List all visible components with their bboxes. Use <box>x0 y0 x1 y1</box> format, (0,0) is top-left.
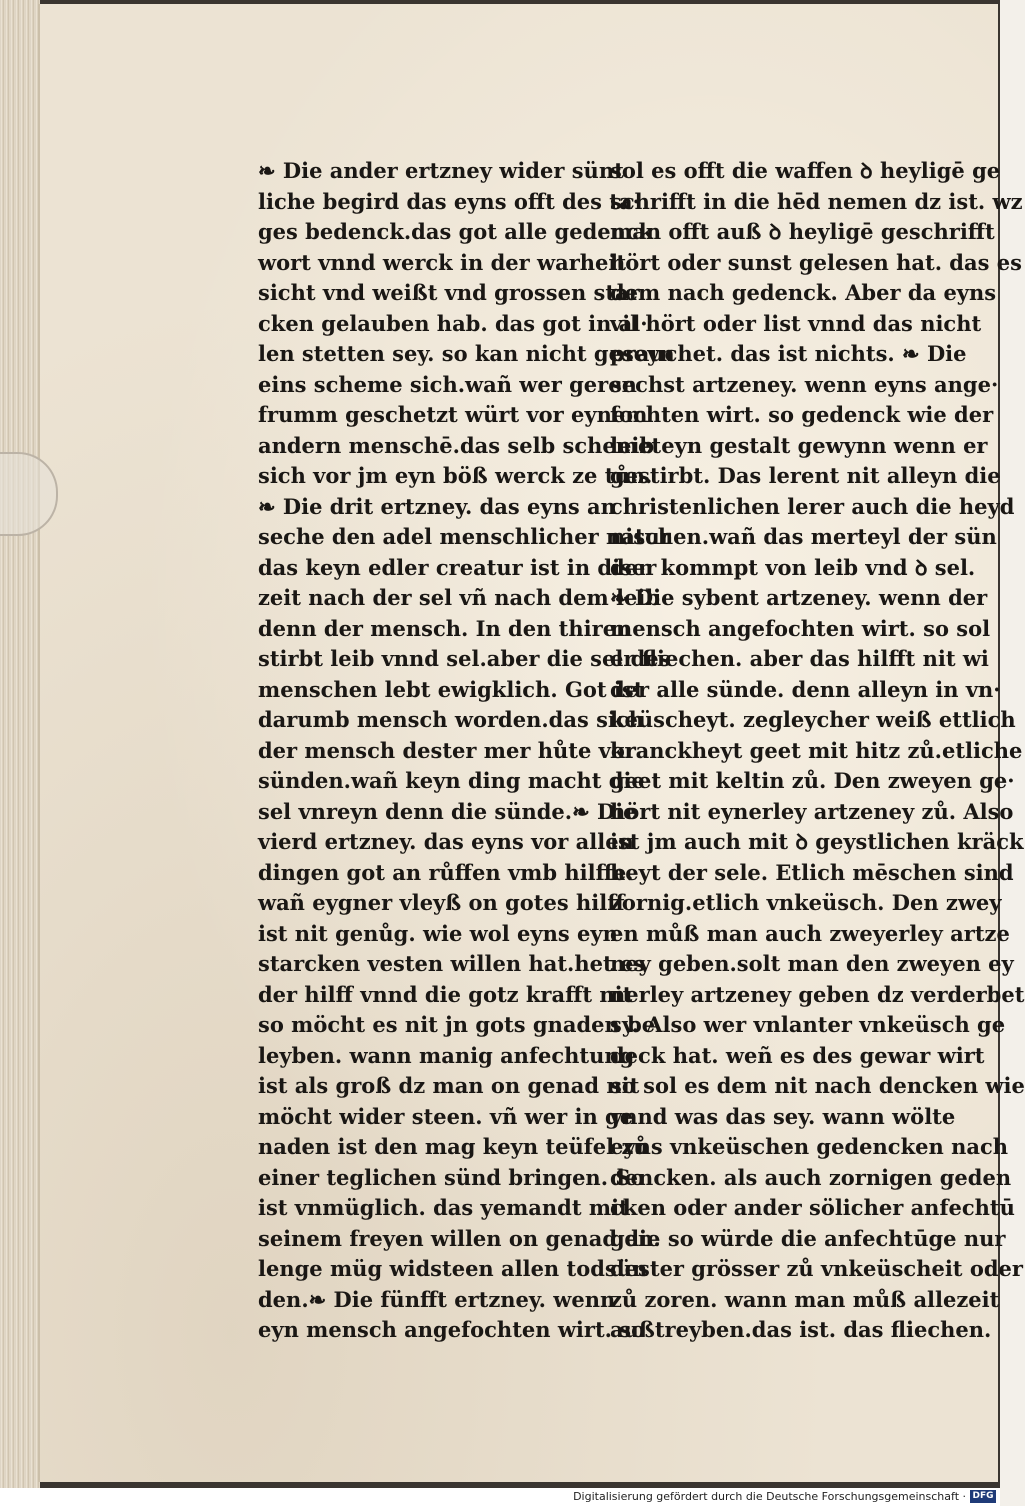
text-line: den kommpt von leib vnd ꝺ sel. <box>610 554 976 580</box>
text-line: der mensch dester mer hůte vor <box>258 737 636 763</box>
text-line: ❧ Die ander ertzney wider sünt <box>258 158 624 183</box>
text-line: sol es offt die waffen ꝺ heyligē ge <box>610 158 1001 183</box>
text-line: dingen got an růffen vmb hilffe. <box>258 859 634 885</box>
text-line: kranckheyt geet mit hitz zů.etliche <box>610 737 1023 763</box>
text-line: sel vnreyn denn die sünde.❧ Die <box>258 798 637 824</box>
funding-notice: Digitalisierung gefördert durch die Deutsche Forschungsgemeinschaft · <box>573 1490 966 1503</box>
text-line: möcht wider steen. vñ wer in ge <box>258 1103 634 1129</box>
text-line: nerley artzeney geben dz verderbet <box>610 981 1025 1007</box>
text-line: eyn mensch angefochten wirt. so <box>258 1317 646 1342</box>
text-line: der hilff vnnd die gotz krafft nit <box>258 981 633 1007</box>
text-line: frumm geschetzt würt vor eynem <box>258 402 648 427</box>
text-line: gestirbt. Das lerent nit alleyn die <box>610 463 1001 488</box>
text-line: mensch angefochten wirt. so sol <box>610 615 991 641</box>
text-line: keüscheyt. zegleycher weiß ettlich <box>610 707 1016 732</box>
text-line: ❧ Die drit ertzney. das eyns an <box>258 493 616 519</box>
text-line: ist nit genůg. wie wol eyns eyn <box>258 920 618 946</box>
text-line: außtreyben.das ist. das fliechen. <box>610 1317 992 1342</box>
dfg-logo-icon: DFG <box>970 1490 996 1503</box>
text-line: liche begird das eyns offt des ta· <box>258 188 640 214</box>
text-line: den.❧ Die fünfft ertzney. wenn <box>258 1286 616 1312</box>
text-line: schrifft in die hēd nemen dz ist. wz <box>610 188 1023 214</box>
text-line: zornig.etlich vnkeüsch. Den zwey <box>610 890 1002 915</box>
text-line: seinem freyen willen on genad die <box>258 1225 661 1251</box>
text-line: ist als groß dz man on genad nit <box>258 1073 640 1098</box>
text-line: hört nit eynerley artzeney zů. Also <box>610 798 1014 824</box>
text-line: wañ eygner vleyß on gotes hilff <box>258 890 625 915</box>
text-line: darumb mensch worden.das sich <box>258 707 644 732</box>
text-line: sicht vnd weißt vnd grossen star <box>258 280 640 305</box>
text-line: cken oder ander sölicher anfechtū <box>610 1195 1015 1220</box>
text-line: leib eyn gestalt gewynn wenn er <box>610 432 988 458</box>
text-line: naden ist den mag keyn teüfel zů <box>258 1134 649 1159</box>
text-line: sünden.wañ keyn ding macht die <box>258 768 645 793</box>
text-line: christenlichen lerer auch die heyd <box>610 493 1015 519</box>
text-line: zeit nach der sel vñ nach dem leib <box>258 585 661 610</box>
text-line: wort vnnd werck in der warheit <box>258 249 627 275</box>
text-line: ist vnmüglich. das yemandt mit <box>258 1195 629 1220</box>
text-line: hört oder sunst gelesen hat. das es <box>610 249 1022 275</box>
text-line: lenge müg widsteen allen todsün <box>258 1256 648 1281</box>
text-line: so möcht es nit jn gots gnaden be <box>258 1012 656 1037</box>
text-line: denn der mensch. In den thiren <box>258 615 632 641</box>
text-line: starcken vesten willen hat.het es <box>258 951 646 976</box>
text-line: stirbt leib vnnd sel.aber die sel des <box>258 646 671 671</box>
text-line: dester grösser zů vnkeüscheit oder <box>610 1256 1023 1281</box>
text-line: sechst artzeney. wenn eyns ange· <box>610 371 999 397</box>
text-line: ist jm auch mit ꝺ geystlichen kräck <box>610 829 1024 854</box>
right-text-column <box>610 156 1025 1346</box>
text-line: zů zoren. wann man můß allezeit <box>610 1286 1000 1312</box>
text-line: leyben. wann manig anfechtung <box>258 1042 635 1068</box>
text-line: seche den adel menschlicher natur <box>258 524 671 549</box>
text-line: ges bedenck.das got alle gedenck <box>258 219 654 244</box>
text-line: heyt der sele. Etlich mēschen sind <box>610 859 1014 885</box>
text-line: so sol es dem nit nach dencken wie <box>610 1073 1025 1098</box>
text-line: dem nach gedenck. Aber da eyns <box>610 280 997 305</box>
text-line: ❧ Die sybent artzeney. wenn der <box>610 585 988 610</box>
left-text-column <box>258 156 675 1346</box>
text-line: gen. so würde die anfechtūge nur <box>610 1225 1006 1251</box>
text-line: deck hat. weñ es des gewar wirt <box>610 1042 985 1068</box>
text-line: vierd ertzney. das eyns vor allen <box>258 829 634 854</box>
text-line: geet mit keltin zů. Den zweyen ge· <box>610 768 1015 793</box>
text-line: len stetten sey. so kan nicht geseyn <box>258 341 675 366</box>
text-line: dencken. als auch zornigen geden <box>610 1164 1012 1190</box>
text-line: eyns vnkeüschen gedencken nach <box>610 1134 1008 1159</box>
text-line: cken gelauben hab. das got in al· <box>258 310 648 336</box>
footer-bar <box>0 1488 1000 1506</box>
text-line: fochten wirt. so gedenck wie der <box>610 402 994 427</box>
page-edges <box>0 0 40 1488</box>
text-line: einer teglichen sünd bringen. So <box>258 1164 645 1190</box>
text-line: vil hört oder list vnnd das nicht <box>610 310 982 336</box>
text-line: sich vor jm eyn böß werck ze tůn. <box>258 463 653 488</box>
text-line: eins scheme sich.wañ wer geren <box>258 371 637 397</box>
text-line: er fliechen. aber das hilfft nit wi <box>610 646 989 671</box>
text-line: der alle sünde. denn alleyn in vn· <box>610 676 1001 702</box>
text-line: andern menschē.das selb schemet <box>258 432 662 458</box>
text-line: prauchet. das ist nichts. ❧ Die <box>610 341 967 366</box>
text-line: vnnd was das sey. wann wölte <box>610 1103 956 1129</box>
text-line: nischen.wañ das merteyl der sün <box>610 524 997 549</box>
text-line: das keyn edler creatur ist in diser <box>258 554 657 580</box>
text-line: en můß man auch zweyerley artze <box>610 920 1010 946</box>
text-line: man offt auß ꝺ heyligē geschrifft <box>610 219 995 244</box>
text-line: sy. Also wer vnlanter vnkeüsch ge <box>610 1012 1006 1037</box>
text-line: menschen lebt ewigklich. Got ist <box>258 676 644 702</box>
text-line: ney geben.solt man den zweyen ey <box>610 951 1014 976</box>
